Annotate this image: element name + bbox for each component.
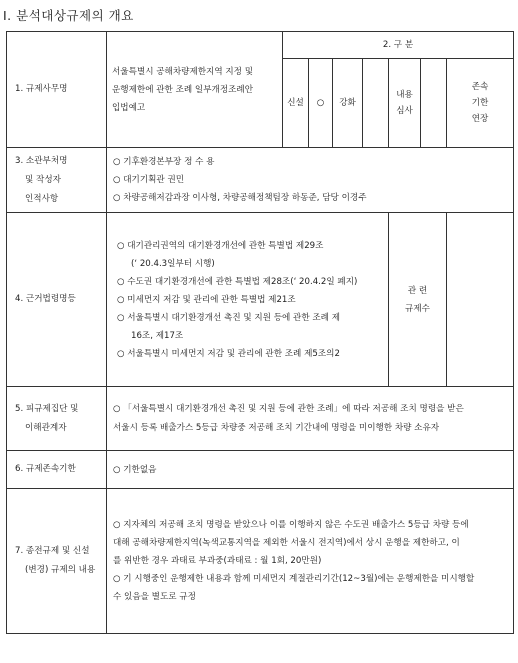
- regulated-group-line: 서울시 등록 배출가스 5등급 차량중 저공해 조치 기간내에 명령을 미이행한 차량 소유자: [113, 422, 440, 433]
- row-label-regulation-content: 7. 종전규제 및 신설 (변경) 규제의 내용: [7, 489, 107, 634]
- law-line: ○ 수도권 대기환경개선에 관한 특별법 제28조(‘ 20.4.2일 폐지): [117, 276, 358, 287]
- section-heading: Ⅰ. 분석대상규제의 개요: [3, 8, 134, 23]
- regulation-content-line: ○ 지자체의 저공해 조치 명령을 받았으나 이를 이행하지 않은 수도권 배출가스 5등급 차량 등에: [113, 520, 469, 530]
- row-label-regulated-group: 5. 피규제집단 및 이해관계자: [7, 387, 107, 451]
- related-regulations-value: [447, 213, 514, 387]
- row-label-sunset: 6. 규제존속기한: [7, 451, 107, 489]
- row-label-department: 3. 소관부처명 및 작성자 인적사항: [7, 148, 107, 213]
- legal-basis-value: [107, 213, 389, 387]
- category-header: 2. 구 분: [283, 32, 514, 59]
- regulation-content-line: 수 있음을 별도로 규정: [113, 592, 196, 602]
- law-line: 16조, 제17조: [131, 330, 184, 341]
- regulation-content-line: ○ 기 시행중인 운행제한 내용과 함께 미세먼지 계절관리기간(12~3월)에는 운행제한을 미시행할: [113, 574, 475, 584]
- sunset-value: ○ 기한없음: [107, 451, 514, 489]
- row-label-legal-basis: 4. 근거법령명등: [7, 213, 107, 387]
- regulation-name-value: [107, 32, 283, 148]
- regulated-group-value: [107, 387, 514, 451]
- regulation-name-line: 입법예고: [112, 102, 146, 113]
- category-content-review-mark: [421, 59, 447, 148]
- regulation-name-line: 서울특별시 공해차량제한지역 지정 및: [112, 66, 254, 77]
- regulation-content-line: 대해 공해차량제한지역(녹색교통지역을 제외한 서울시 전지역)에서 상시 운행을 제한하고, 이: [113, 538, 460, 548]
- category-content-review: 내용 심사: [389, 59, 421, 148]
- department-line: ○ 차량공해저감과장 이사형, 차량공해정책팀장 하동준, 담당 이경주: [113, 193, 367, 203]
- regulation-overview-table: [6, 31, 514, 634]
- category-new: 신설: [283, 59, 309, 148]
- category-strengthen: 강화: [333, 59, 363, 148]
- department-value: [107, 148, 514, 213]
- law-line: ○ 서울특별시 대기환경개선 촉진 및 지원 등에 관한 조례 제: [117, 312, 341, 323]
- law-line: ○ 서울특별시 미세먼지 저감 및 관리에 관한 조례 제5조의2: [117, 348, 340, 359]
- regulated-group-line: ○ 「서울특별시 대기환경개선 촉진 및 지원 등에 관한 조례」에 따라 저공해 조치 명령을 받은: [113, 403, 464, 414]
- category-sunset-extension: 존속 기한 연장: [447, 59, 514, 148]
- regulation-content-value: [107, 489, 514, 634]
- law-line: ○ 미세먼지 저감 및 관리에 관한 특별법 제21조: [117, 294, 296, 305]
- related-regulations-label: 관 련 규제수: [389, 213, 447, 387]
- department-line: ○ 대기기획관 권민: [113, 175, 185, 185]
- regulation-content-line: 를 위반한 경우 과태료 부과중(과태료 : 월 1회, 20만원): [113, 556, 322, 566]
- regulation-name-line: 운행제한에 관한 조례 일부개정조례안: [112, 84, 254, 95]
- row-label-regulation-name: 1. 규제사무명: [7, 32, 107, 148]
- category-new-mark: ○: [309, 59, 333, 148]
- department-line: ○ 기후환경본부장 정 수 용: [113, 157, 215, 167]
- category-strengthen-mark: [363, 59, 389, 148]
- law-line: ○ 대기관리권역의 대기환경개선에 관한 특별법 제29조: [117, 240, 324, 251]
- law-line: (‘ 20.4.3일부터 시행): [131, 258, 215, 269]
